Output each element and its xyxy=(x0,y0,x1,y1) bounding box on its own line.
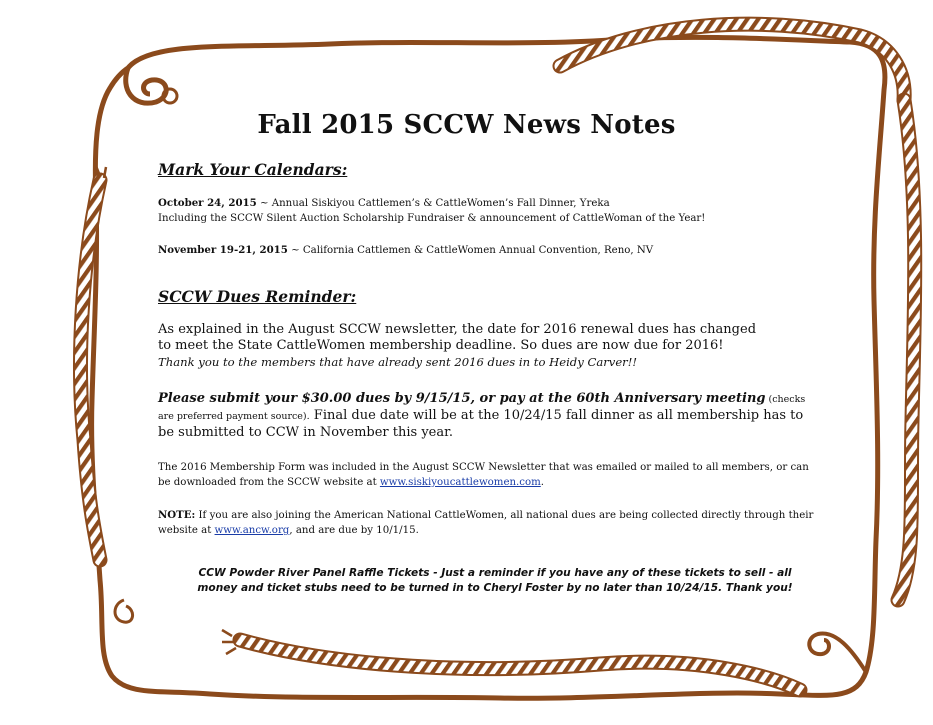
note-end: , and are due by 10/1/15. xyxy=(289,525,419,536)
ancw-website-link[interactable]: www.ancw.org xyxy=(214,525,290,536)
membership-form-text: The 2016 Membership Form was included in the August SCCW Newsletter that was emailed or mailed to all members, or can be downloaded from the SCCW website at xyxy=(158,462,809,488)
membership-form-end: . xyxy=(540,477,545,488)
dues-submit-rest: Final due date will be at the 10/24/15 fall dinner as all membership has to be submitted to CCW in November this year. xyxy=(158,408,804,440)
dues-paragraph-submit xyxy=(158,391,823,441)
sccw-website-link[interactable]: www.siskiyoucattlewomen.com xyxy=(379,477,541,488)
dues-heading: SCCW Dues Reminder: xyxy=(158,287,357,306)
event-description: ~ Annual Siskiyou Cattlemen’s & CattleWomen’s Fall Dinner, Yreka xyxy=(256,198,610,209)
dues-submit-note: (checks are preferred payment source). xyxy=(158,394,806,422)
calendar-event-november xyxy=(158,243,808,258)
event-detail: Including the SCCW Silent Auction Scholarship Fundraiser & announcement of CattleWoman of the Year! xyxy=(158,213,706,224)
event-date: October 24, 2015 xyxy=(158,197,257,209)
page-title: Fall 2015 SCCW News Notes xyxy=(257,110,676,140)
raffle-reminder xyxy=(190,566,800,596)
event-description: ~ California Cattlemen & CattleWomen Annual Convention, Reno, NV xyxy=(287,245,654,256)
dues-thanks: Thank you to the members that have already sent 2016 dues in to Heidy Carver!! xyxy=(158,355,638,369)
dues-submit-emphasis: Please submit your $30.00 dues by 9/15/15, or pay at the 60th Anniversary meeting xyxy=(158,391,766,406)
dues-paragraph-renewal xyxy=(158,322,823,371)
dues-paragraph-note xyxy=(158,508,823,538)
event-date: November 19-21, 2015 xyxy=(158,244,288,256)
raffle-line2: money and ticket stubs need to be turned in to Cheryl Foster by no later than 10/24/15. Thank you! xyxy=(197,582,793,594)
note-label: NOTE: xyxy=(158,509,196,521)
dues-renewal-line2: to meet the State CattleWomen membership deadline. So dues are now due for 2016! xyxy=(158,338,724,353)
note-text: If you are also joining the American National CattleWomen, all national dues are being collected directly through their website at xyxy=(158,510,814,536)
raffle-line1: CCW Powder River Panel Raffle Tickets - Just a reminder if you have any of these tickets to sell - all xyxy=(198,567,792,579)
calendar-event-october xyxy=(158,196,818,226)
dues-renewal-line1: As explained in the August SCCW newsletter, the date for 2016 renewal dues has changed xyxy=(158,322,757,337)
calendar-heading: Mark Your Calendars: xyxy=(158,160,348,179)
dues-paragraph-form xyxy=(158,460,823,490)
